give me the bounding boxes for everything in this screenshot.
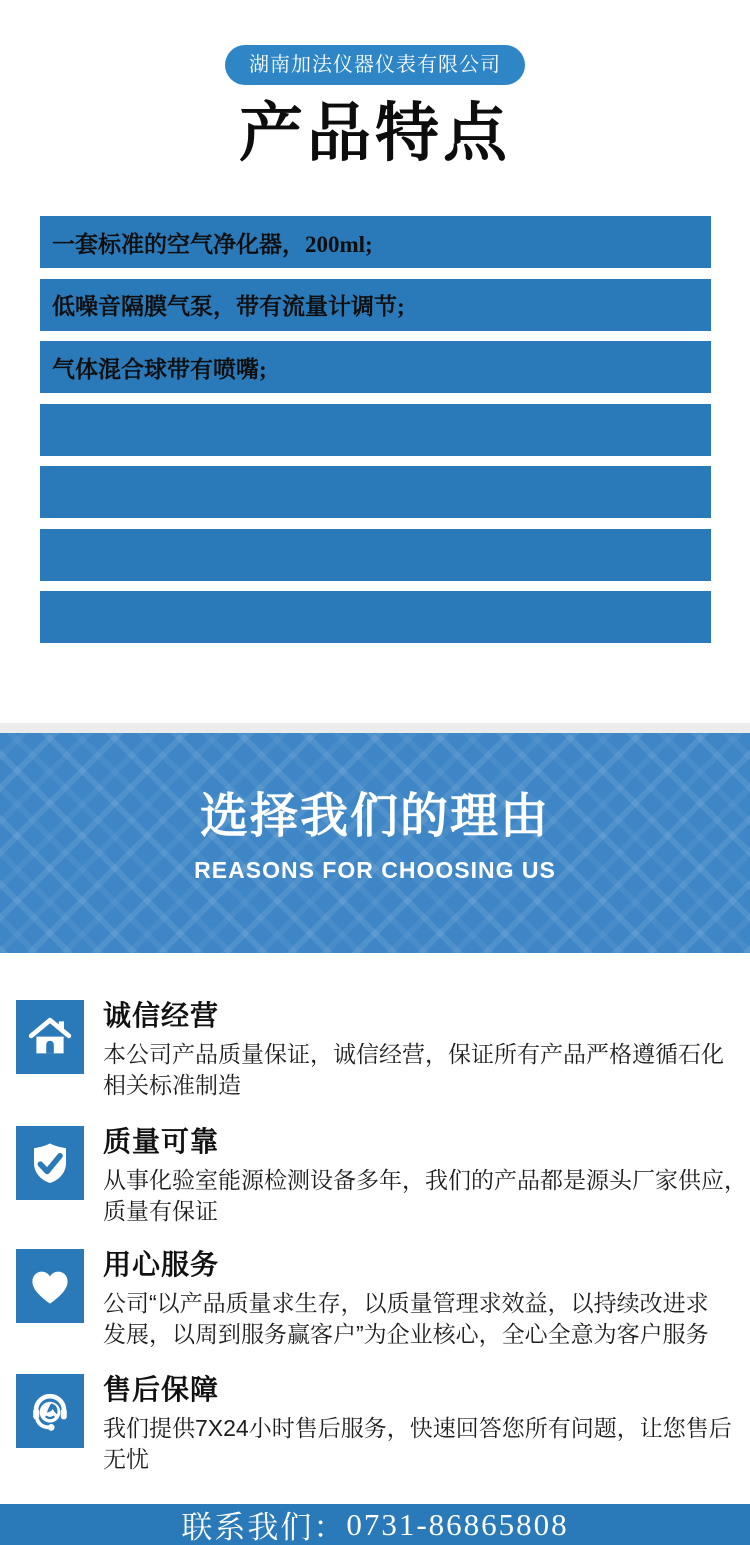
reason-text-line: 公司“以产品质量求生存，以质量管理求效益，以持续改进求 — [103, 1290, 709, 1316]
feature-bar — [40, 529, 711, 581]
shield-check-icon — [16, 1126, 84, 1200]
section-divider — [0, 723, 750, 733]
home-icon — [16, 1000, 84, 1074]
reason-text-line: 我们提供7X24小时售后服务，快速回答您所有问题，让您售后 — [103, 1415, 732, 1441]
feature-bar: 气体混合球带有喷嘴; — [40, 341, 711, 393]
contact-label: 联系我们： — [181, 1510, 347, 1545]
reason-title: 诚信经营 — [103, 1000, 220, 1031]
heart-icon — [16, 1249, 84, 1323]
reason-text-line: 相关标准制造 — [103, 1072, 241, 1098]
phone-number: 0731-86865808 — [346, 1506, 569, 1542]
headset-icon — [16, 1374, 84, 1448]
reason-title: 质量可靠 — [103, 1126, 220, 1157]
reason-body — [103, 1249, 740, 1350]
feature-bar: 一套标准的空气净化器，200ml; — [40, 216, 711, 268]
banner-title: 选择我们的理由 — [199, 790, 550, 843]
page-title: 产品特点 — [239, 97, 511, 169]
reason-text-line: 本公司产品质量保证，诚信经营，保证所有产品严格遵循石化 — [103, 1041, 724, 1067]
reason-title: 用心服务 — [103, 1249, 220, 1280]
reasons-banner — [0, 733, 750, 953]
reason-body — [103, 1374, 740, 1475]
feature-bar — [40, 466, 711, 518]
feature-bar — [40, 404, 711, 456]
feature-bar — [40, 591, 711, 643]
reason-body — [103, 1000, 740, 1101]
reason-text-line: 从事化验室能源检测设备多年，我们的产品都是源头厂家供应， — [103, 1167, 747, 1193]
reason-text-line: 质量有保证 — [103, 1198, 218, 1224]
feature-bar-list — [40, 216, 711, 654]
reason-title: 售后保障 — [103, 1374, 220, 1405]
contact-bar — [0, 1504, 750, 1545]
reason-text-line: 无忧 — [103, 1446, 149, 1472]
reason-text-line: 发展，以周到服务赢客户”为企业核心，全心全意为客户服务 — [103, 1321, 709, 1347]
feature-bar: 低噪音隔膜气泵，带有流量计调节; — [40, 279, 711, 331]
company-badge: 湖南加法仪器仪表有限公司 — [225, 45, 525, 85]
reason-body — [103, 1126, 747, 1227]
banner-subtitle: REASONS FOR CHOOSING US — [194, 857, 556, 884]
